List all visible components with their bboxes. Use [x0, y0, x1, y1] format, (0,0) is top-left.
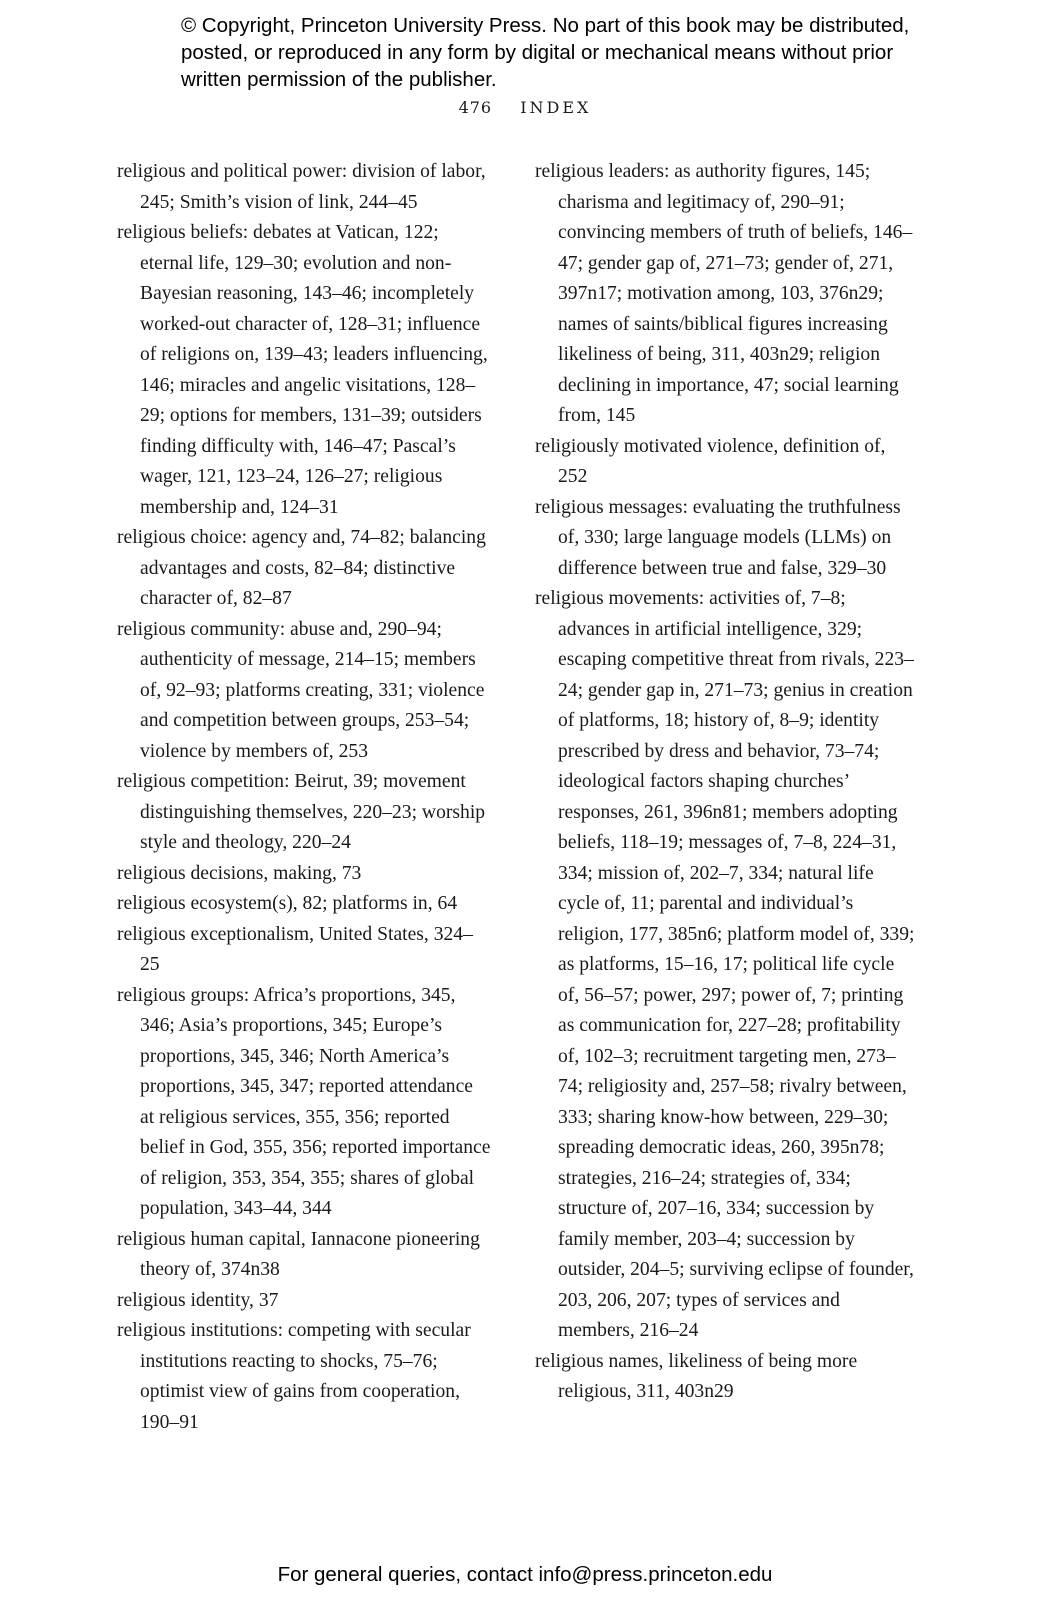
index-entry: religious institutions: competing with secular institutions reacting to shocks, 75–76; optimist view of gains from cooperation, 190–91: [117, 1320, 471, 1433]
index-entry: religious beliefs: debates at Vatican, 122; eternal life, 129–30; evolution and non-Bayesian reasoning, 143–46; incompletely worked-out character of, 128–31; influence of religions on, 139–43; leaders influencing, 146; miracles and angelic visitations, 128–29; options for members, 131–39; outsiders finding difficulty with, 146–47; Pascal’s wager, 121, 123–24, 126–27; religious membership and, 124–31: [117, 222, 488, 518]
index-entry: religious messages: evaluating the truthfulness of, 330; large language models (LLMs) on difference between true and false, 329–30: [535, 496, 901, 579]
index-column-right: [535, 157, 915, 1408]
index-entry: religious human capital, Iannacone pioneering theory of, 374n38: [117, 1228, 480, 1280]
index-entry: religious leaders: as authority figures, 145; charisma and legitimacy of, 290–91; convincing members of truth of beliefs, 146–47; gender gap of, 271–73; gender of, 271, 397n17; motivation among, 103, 376n29; names of saints/biblical figures increasing likeliness of being, 311, 403n29; religion declining in importance, 47; social learning from, 145: [535, 161, 913, 426]
index-entry: religious names, likeliness of being more religious, 311, 403n29: [535, 1350, 858, 1402]
page-number: 476: [458, 98, 493, 117]
index-entry: religious exceptionalism, United States, 324–25: [117, 923, 473, 975]
section-title: INDEX: [520, 98, 592, 117]
copyright-notice: © Copyright, Princeton University Press. No part of this book may be distributed, posted, or reproduced in any form by digital or mechanical means without prior written permission of the publisher.: [181, 14, 910, 91]
index-column-left: [117, 157, 492, 1438]
index-entry: religious choice: agency and, 74–82; balancing advantages and costs, 82–84; distinctive character of, 82–87: [117, 527, 486, 609]
index-entry: religious identity, 37: [117, 1289, 279, 1311]
index-entry: religious movements: activities of, 7–8; advances in artificial intelligence, 329; escaping competitive threat from rivals, 223–24; gender gap in, 271–73; genius in creation of platforms, 18; history of, 8–9; identity prescribed by dress and behavior, 73–74; ideological factors shaping churches’ responses, 261, 396n81; members adopting beliefs, 118–19; messages of, 7–8, 224–31, 334; mission of, 202–7, 334; natural life cycle of, 11; parental and individual’s religion, 177, 385n6; platform model of, 339; as platforms, 15–16, 17; political life cycle of, 56–57; power, 297; power of, 7; printing as communication for, 227–28; profitability of, 102–3; recruitment targeting men, 273–74; religiosity and, 257–58; rivalry between, 333; sharing know-how between, 229–30; spreading democratic ideas, 260, 395n78; strategies, 216–24; strategies of, 334; structure of, 207–16, 334; succession by family member, 203–4; succession by outsider, 204–5; surviving eclipse of founder, 203, 206, 207; types of services and members, 216–24: [535, 588, 915, 1341]
index-entry: religious groups: Africa’s proportions, 345, 346; Asia’s proportions, 345; Europe’s proportions, 345, 346; North America’s proportions, 345, 347; reported attendance at religious services, 355, 356; reported belief in God, 355, 356; reported importance of religion, 353, 354, 355; shares of global population, 343–44, 344: [117, 984, 491, 1219]
index-entry: religious community: abuse and, 290–94; authenticity of message, 214–15; members of, 92–93; platforms creating, 331; violence and competition between groups, 253–54; violence by members of, 253: [117, 618, 485, 762]
index-entry: religious competition: Beirut, 39; movement distinguishing themselves, 220–23; worship style and theology, 220–24: [117, 771, 486, 853]
index-entry: religious and political power: division of labor, 245; Smith’s vision of link, 244–45: [117, 161, 486, 213]
index-entry: religious decisions, making, 73: [117, 862, 362, 884]
footer-contact: For general queries, contact info@press.princeton.edu: [277, 1563, 773, 1586]
index-entry: religiously motivated violence, definition of, 252: [535, 435, 886, 487]
running-head: [0, 98, 1050, 117]
index-entry: religious ecosystem(s), 82; platforms in, 64: [117, 893, 458, 914]
